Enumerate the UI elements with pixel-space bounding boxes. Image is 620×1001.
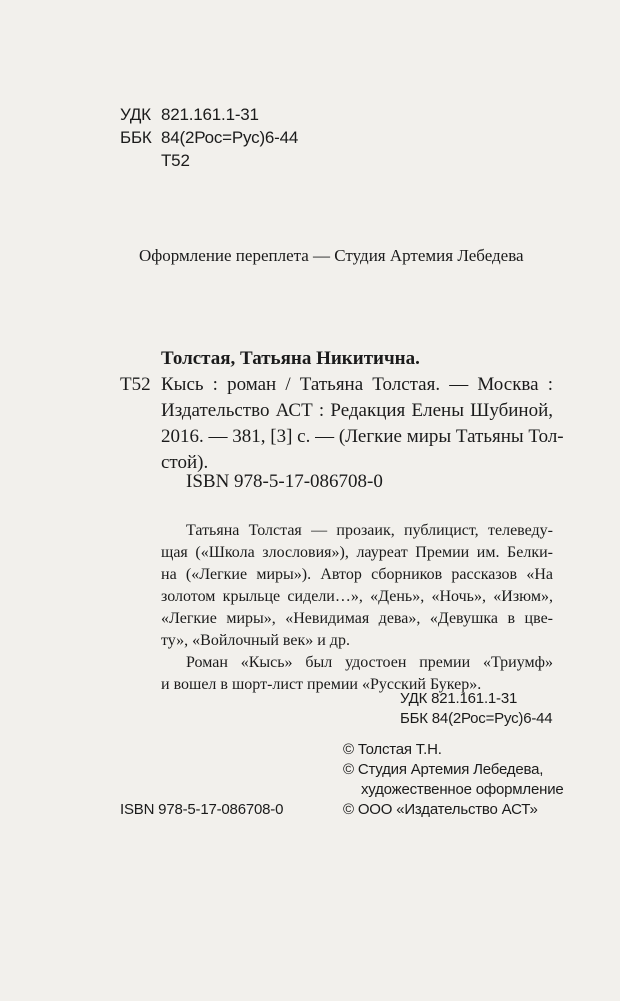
annotation-line: ту», «Войлочный век» и др. [161, 632, 350, 649]
copyright-line: © Студия Артемия Лебедева, [343, 761, 544, 778]
annotation-line: «Легкие миры», «Невидимая дева», «Девушка в цве- [161, 610, 553, 627]
annotation-line: золотом крыльце сидели…», «День», «Ночь», «Изюм», [161, 588, 553, 605]
annotation-line: щая («Школа злословия»), лауреат Премии им. Белки- [161, 544, 553, 561]
copyright-line: © ООО «Издательство АСТ» [343, 801, 538, 818]
udk-repeat: УДК 821.161.1-31 [400, 690, 518, 707]
bbk-repeat: ББК 84(2Рос=Рус)6-44 [400, 710, 553, 727]
annotation-line: и вошел в шорт-лист премии «Русский Букер». [161, 676, 482, 693]
catalog-line: 2016. — 381, [3] с. — (Легкие миры Татьяны Тол- [161, 426, 564, 447]
copyright-line: художественное оформление [361, 781, 564, 798]
catalog-line: стой). [161, 452, 209, 473]
udk-value: 821.161.1-31 [161, 105, 259, 124]
annotation [161, 520, 553, 696]
annotation-line: Роман «Кысь» был удостоен премии «Триумф» [186, 654, 553, 671]
copyright-line: © Толстая Т.Н. [343, 741, 442, 758]
bbk-value: 84(2Рос=Рус)6-44 [161, 128, 299, 147]
catalog-line: Кысь : роман / Татьяна Толстая. — Москва : [161, 374, 553, 395]
design-credit: Оформление переплета — Студия Артемия Лебедева [139, 246, 524, 265]
catalog-isbn: ISBN 978-5-17-086708-0 [186, 471, 383, 492]
author-mark: Т52 [161, 151, 190, 170]
catalog-author-heading: Толстая, Татьяна Никитична. [161, 348, 420, 369]
catalog-author-mark: Т52 [120, 374, 151, 395]
annotation-line: Татьяна Толстая — прозаик, публицист, телеведу- [186, 522, 553, 539]
catalog-line: Издательство АСТ : Редакция Елены Шубиной, [161, 400, 553, 421]
catalog-description [161, 372, 564, 476]
udk-label: УДК [120, 105, 151, 124]
bbk-label: ББК [120, 128, 152, 147]
isbn-bottom: ISBN 978-5-17-086708-0 [120, 801, 284, 818]
annotation-line: на («Легкие миры»). Автор сборников рассказов «На [161, 566, 553, 583]
